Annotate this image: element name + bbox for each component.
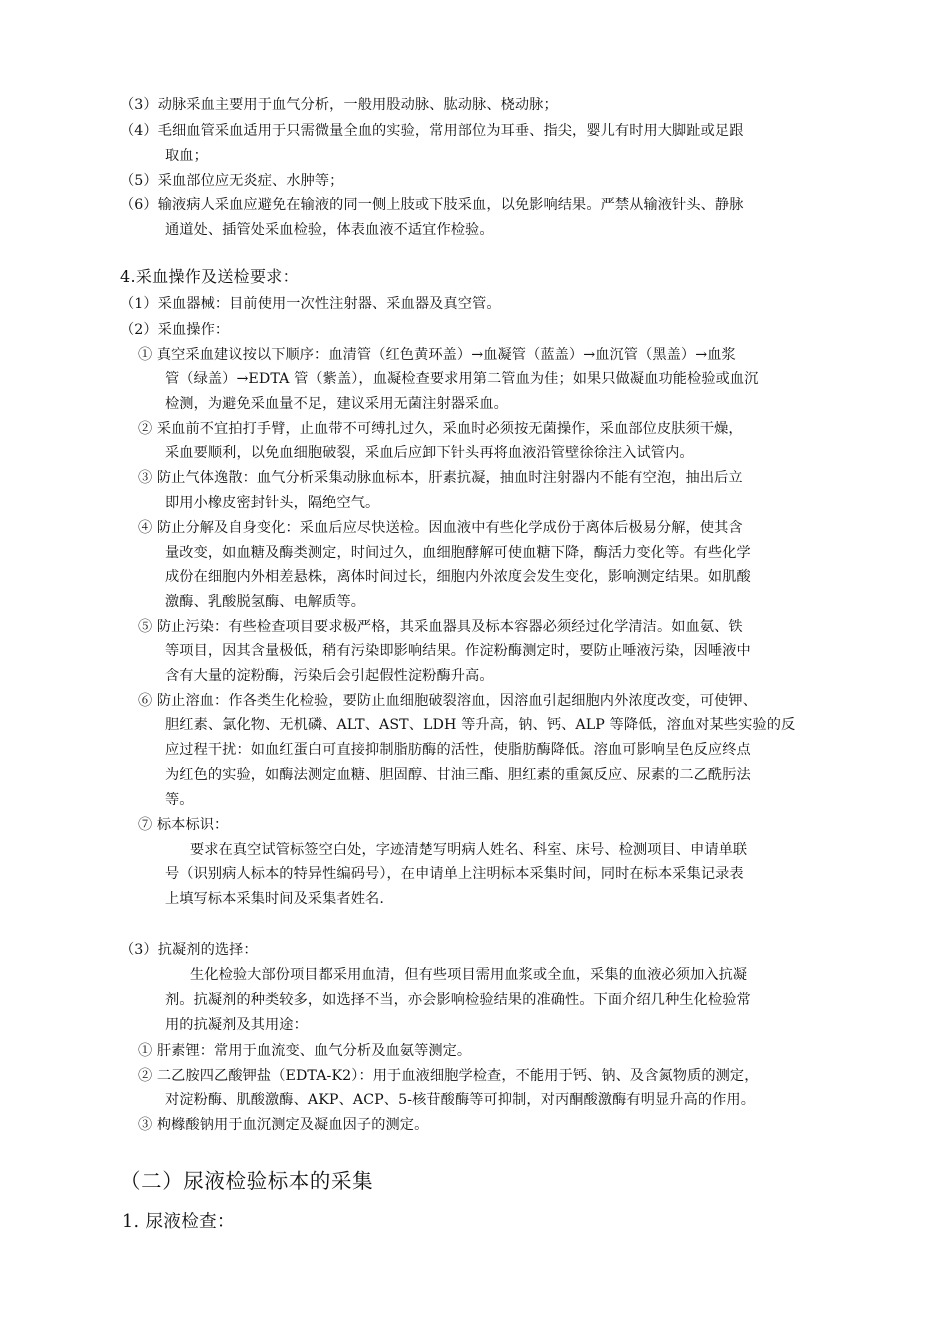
- text-line: 剂。抗凝剂的种类较多，如选择不当，亦会影响检验结果的准确性。下面介绍几种生化检验常: [165, 992, 751, 1008]
- text-line: （6）输液病人采血应避免在输液的同一侧上肢或下肢采血，以免影响结果。严禁从输液针头、静脉: [120, 197, 744, 213]
- text-line: （1）采血器械：目前使用一次性注射器、采血器及真空管。: [120, 296, 501, 312]
- text-line: ② 采血前不宜拍打手臂，止血带不可缚扎过久，采血时必须按无菌操作，采血部位皮肤须干燥，: [138, 421, 743, 437]
- text-line: 量改变，如血糖及酶类测定，时间过久，血细胞酵解可使血糖下降，酶活力变化等。有些化学: [165, 545, 751, 561]
- text-line: 要求在真空试管标签空白处，字迹清楚写明病人姓名、科室、床号、检测项目、申请单联: [190, 842, 748, 858]
- text-line: 通道处、插管处采血检验，体表血液不适宜作检验。: [165, 222, 494, 238]
- text-line: 含有大量的淀粉酶，污染后会引起假性淀粉酶升高。: [165, 668, 494, 684]
- text-line: 生化检验大部份项目都采用血清，但有些项目需用血浆或全血，采集的血液必须加入抗凝: [190, 967, 748, 983]
- text-line: 为红色的实验，如酶法测定血糖、胆固醇、甘油三酯、胆红素的重氮反应、尿素的二乙酰肟法: [165, 767, 751, 783]
- text-line: 对淀粉酶、肌酸激酶、AKP、ACP、5-核苷酸酶等可抑制，对丙酮酸激酶有明显升高的作用。: [165, 1092, 756, 1108]
- text-line: （2）采血操作：: [120, 322, 230, 338]
- text-line: ② 二乙胺四乙酸钾盐（EDTA-K2）：用于血液细胞学检查，不能用于钙、钠、及含氮物质的测定，: [138, 1068, 759, 1084]
- text-line: 上填写标本采集时间及采集者姓名.: [165, 891, 384, 907]
- text-line: 检测，为避免采血量不足，建议采用无菌注射器采血。: [165, 396, 508, 412]
- text-line: ④ 防止分解及自身变化：采血后应尽快送检。因血液中有些化学成份于离体后极易分解，使其含: [138, 520, 743, 536]
- text-line: 胆红素、氯化物、无机磷、ALT、AST、LDH 等升高，钠、钙、ALP 等降低，溶血对某些实验的反: [165, 717, 796, 733]
- text-line: （4）毛细血管采血适用于只需微量全血的实验，常用部位为耳垂、指尖，婴儿有时用大脚趾或足跟: [120, 123, 744, 139]
- text-line: ③ 枸橼酸钠用于血沉测定及凝血因子的测定。: [138, 1117, 429, 1133]
- text-line: 1. 尿液检查：: [122, 1212, 235, 1232]
- section-heading: （二）尿液检验标本的采集: [120, 1169, 374, 1193]
- text-line: 管（绿盖）→EDTA 管（紫盖），血凝检查要求用第二管血为佳；如果只做凝血功能检验或血沉: [165, 371, 759, 387]
- text-line: （3）动脉采血主要用于血气分析，一般用股动脉、肱动脉、桡动脉；: [120, 97, 558, 113]
- text-line: 号（识别病人标本的特异性编码号），在申请单上注明标本采集时间，同时在标本采集记录表: [165, 866, 744, 882]
- text-line: 用的抗凝剂及其用途：: [165, 1017, 308, 1033]
- text-line: 应过程干扰：如血红蛋白可直接抑制脂肪酶的活性，使脂肪酶降低。溶血可影响呈色反应终点: [165, 742, 751, 758]
- text-line: ⑦ 标本标识：: [138, 817, 229, 833]
- text-line: （3）抗凝剂的选择：: [120, 942, 258, 958]
- text-line: ① 肝素锂：常用于血流变、血气分析及血氨等测定。: [138, 1043, 472, 1059]
- text-line: 激酶、乳酸脱氢酶、电解质等。: [165, 594, 366, 610]
- text-line: ③ 防止气体逸散：血气分析采集动脉血标本，肝素抗凝，抽血时注射器内不能有空泡，抽出后立: [138, 470, 743, 486]
- text-line: 等。: [165, 792, 194, 808]
- text-line: （5）采血部位应无炎症、水肿等；: [120, 173, 344, 189]
- text-line: 即用小橡皮密封针头，隔绝空气。: [165, 495, 380, 511]
- text-line: ① 真空采血建议按以下顺序：血清管（红色黄环盖）→血凝管（蓝盖）→血沉管（黑盖）→血浆: [138, 347, 736, 363]
- text-line: 成份在细胞内外相差悬株，离体时间过长，细胞内外浓度会发生变化，影响测定结果。如肌酸: [165, 569, 751, 585]
- subsection-heading: 4.采血操作及送检要求：: [120, 267, 299, 286]
- text-line: 采血要顺利，以免血细胞破裂，采血后应卸下针头再将血液沿管壁徐徐注入试管内。: [165, 445, 694, 461]
- text-line: 取血；: [165, 148, 208, 164]
- text-line: 等项目，因其含量极低，稍有污染即影响结果。作淀粉酶测定时，要防止唾液污染，因唾液中: [165, 643, 751, 659]
- text-line: ⑤ 防止污染：有些检查项目要求极严格，其采血器具及标本容器必须经过化学清洁。如血氨、铁: [138, 619, 743, 635]
- text-line: ⑥ 防止溶血：作各类生化检验，要防止血细胞破裂溶血，因溶血引起细胞内外浓度改变，可使钾、: [138, 693, 757, 709]
